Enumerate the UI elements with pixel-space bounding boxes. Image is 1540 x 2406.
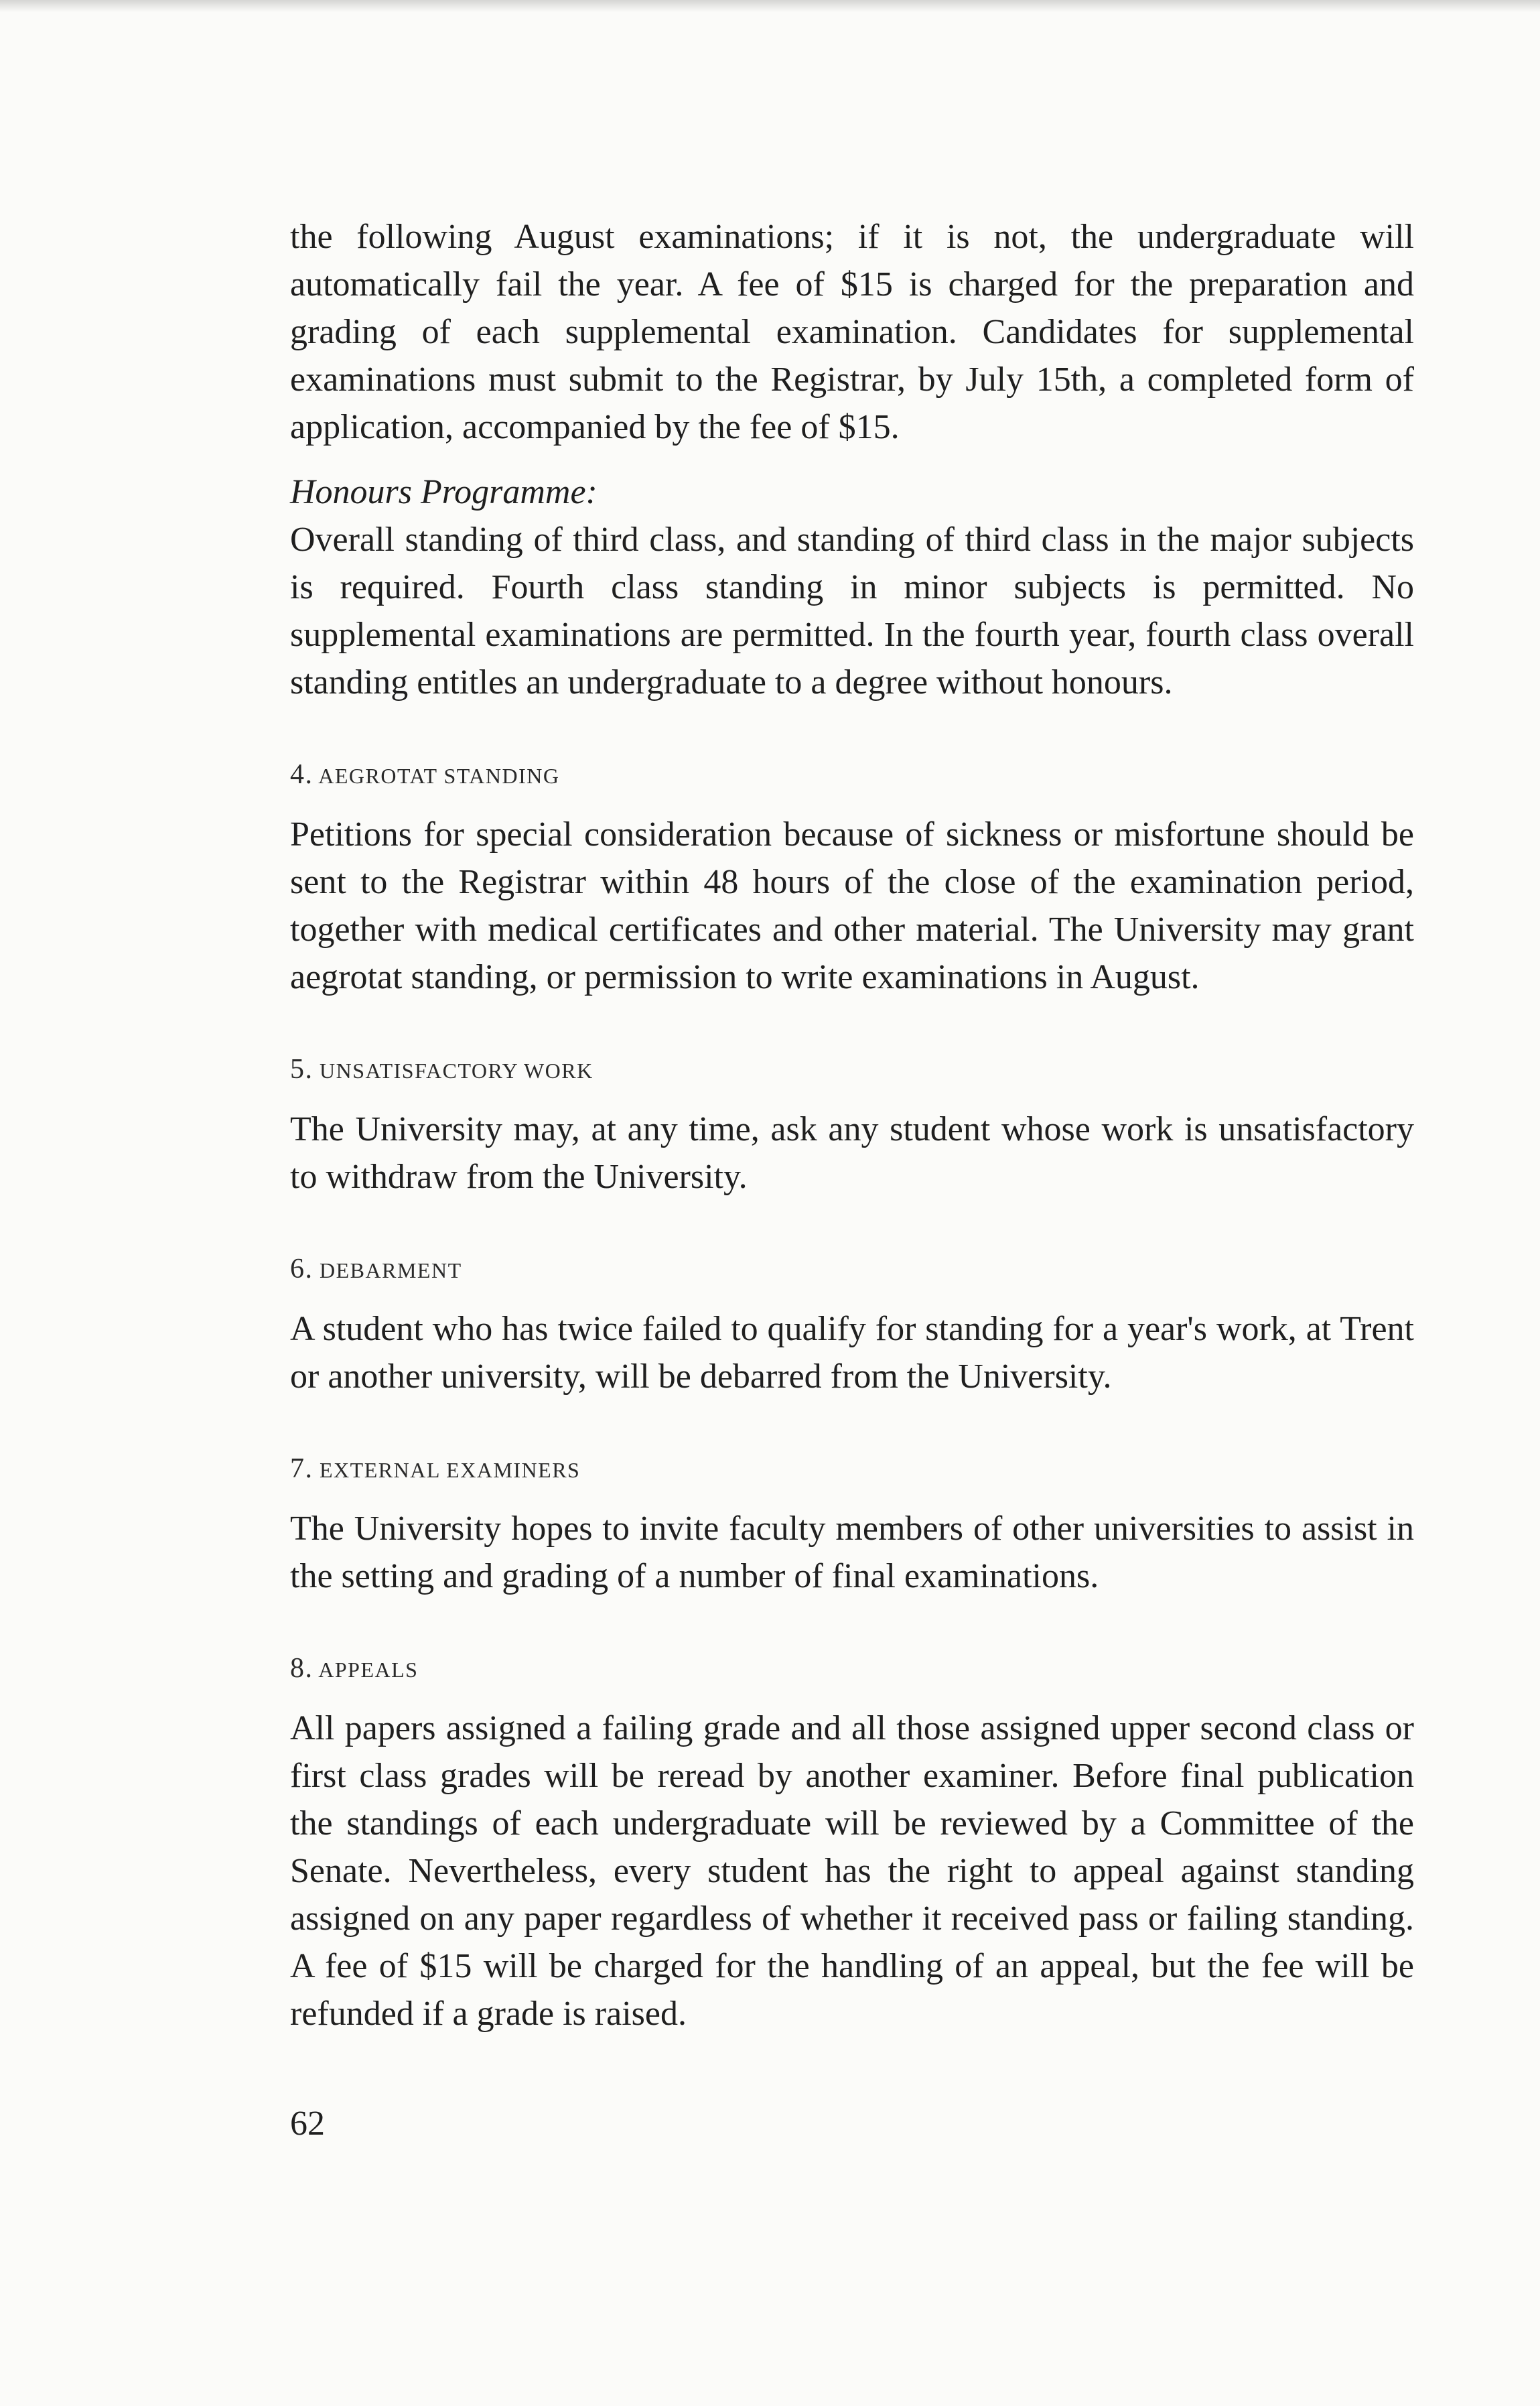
- section-body: The University may, at any time, ask any student whose work is unsatisfactory to withdraw from the University.: [290, 1110, 1414, 1196]
- section-title: APPEALS: [318, 1658, 419, 1682]
- section-number: 4.: [290, 759, 313, 790]
- section-unsatisfactory-work: [290, 1056, 1414, 1201]
- honours-programme-label: Honours Programme:: [290, 473, 598, 511]
- honours-paragraph: Overall standing of third class, and standing of third class in the major subjects is required. Fourth class standing in minor subjects is permitted. No supplemental examinations are permitted. In the fourth year, fourth class overall standing entitles an undergraduate to a degree without honours.: [290, 521, 1414, 701]
- section-title: DEBARMENT: [320, 1258, 462, 1282]
- section-aegrotat: [290, 761, 1414, 1001]
- section-title: AEGROTAT STANDING: [318, 764, 560, 788]
- section-body: All papers assigned a failing grade and all those assigned upper second class or first class grades will be reread by another examiner. Before final publication the standings of each undergraduate will be reviewed by a Committee of the Senate. Nevertheless, every student has the right to appeal against standing assigned on any paper regardless of whether it received pass or failing standing. A fee of $15 will be charged for the handling of an appeal, but the fee will be refunded if a grade is raised.: [290, 1709, 1414, 2033]
- section-number: 8.: [290, 1653, 313, 1684]
- intro-paragraph: the following August examinations; if it is not, the undergraduate will automatically fail the year. A fee of $15 is charged for the preparation and grading of each supplemental examination. Candidates for supplemental examinations must submit to the Registrar, by July 15th, a completed form of application, accompanied by the fee of $15.: [290, 218, 1414, 446]
- section-body: Petitions for special consideration because of sickness or misfortune should be sent to the Registrar within 48 hours of the close of the examination period, together with medical certificates and other material. The University may grant aegrotat standing, or permission to write examinations in August.: [290, 815, 1414, 996]
- section-heading: [290, 1256, 1414, 1284]
- page-number: 62: [290, 2104, 325, 2143]
- section-heading: [290, 1056, 1414, 1084]
- section-debarment: [290, 1256, 1414, 1400]
- document-page: [290, 213, 1414, 2037]
- section-number: 6.: [290, 1254, 313, 1284]
- section-appeals: [290, 1655, 1414, 2037]
- section-number: 5.: [290, 1054, 313, 1085]
- section-body: The University hopes to invite faculty members of other universities to assist in the setting and grading of a number of final examinations.: [290, 1510, 1414, 1595]
- section-heading: [290, 1655, 1414, 1683]
- section-heading: [290, 761, 1414, 789]
- section-title: EXTERNAL EXAMINERS: [320, 1458, 581, 1482]
- section-number: 7.: [290, 1453, 313, 1484]
- section-external-examiners: [290, 1455, 1414, 1600]
- scan-edge: [0, 0, 1540, 12]
- section-heading: [290, 1455, 1414, 1483]
- section-body: A student who has twice failed to qualify for standing for a year's work, at Trent or another university, will be debarred from the University.: [290, 1310, 1414, 1396]
- section-title: UNSATISFACTORY WORK: [320, 1059, 593, 1083]
